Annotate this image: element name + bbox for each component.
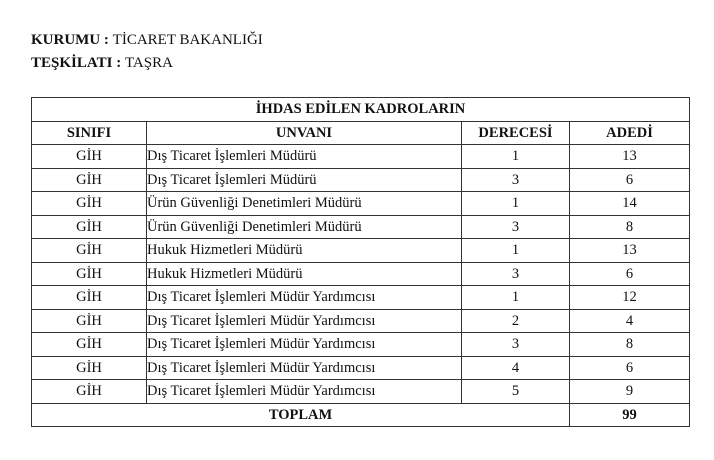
column-header-sinifi: SINIFI <box>32 121 147 145</box>
cell-derece: 1 <box>462 286 570 310</box>
kadro-table <box>31 97 690 427</box>
cell-adet: 12 <box>570 286 690 310</box>
teskilat-line <box>31 52 263 75</box>
cell-unvan: Dış Ticaret İşlemleri Müdür Yardımcısı <box>147 286 462 310</box>
cell-unvan: Dış Ticaret İşlemleri Müdür Yardımcısı <box>147 380 462 404</box>
cell-derece: 3 <box>462 215 570 239</box>
table-row <box>32 333 690 357</box>
cell-derece: 3 <box>462 168 570 192</box>
cell-adet: 6 <box>570 356 690 380</box>
table-row <box>32 262 690 286</box>
cell-derece: 1 <box>462 239 570 263</box>
teskilat-label: TEŞKİLATI <box>31 55 113 71</box>
cell-unvan: Dış Ticaret İşlemleri Müdürü <box>147 145 462 169</box>
cell-adet: 13 <box>570 145 690 169</box>
cell-adet: 8 <box>570 215 690 239</box>
cell-sinif: GİH <box>32 333 147 357</box>
kurum-value: TİCARET BAKANLIĞI <box>112 32 263 48</box>
table-row <box>32 380 690 404</box>
table-title-row <box>32 98 690 122</box>
cell-sinif: GİH <box>32 239 147 263</box>
cell-derece: 3 <box>462 262 570 286</box>
cell-sinif: GİH <box>32 168 147 192</box>
table-row <box>32 239 690 263</box>
cell-unvan: Ürün Güvenliği Denetimleri Müdürü <box>147 215 462 239</box>
cell-derece: 1 <box>462 145 570 169</box>
table-row <box>32 192 690 216</box>
cell-sinif: GİH <box>32 286 147 310</box>
cell-derece: 2 <box>462 309 570 333</box>
cell-unvan: Ürün Güvenliği Denetimleri Müdürü <box>147 192 462 216</box>
cell-adet: 6 <box>570 168 690 192</box>
table-row <box>32 215 690 239</box>
table-row <box>32 145 690 169</box>
cell-sinif: GİH <box>32 145 147 169</box>
table-row <box>32 309 690 333</box>
cell-sinif: GİH <box>32 262 147 286</box>
cell-adet: 6 <box>570 262 690 286</box>
cell-unvan: Dış Ticaret İşlemleri Müdür Yardımcısı <box>147 309 462 333</box>
cell-derece: 3 <box>462 333 570 357</box>
cell-derece: 4 <box>462 356 570 380</box>
cell-adet: 9 <box>570 380 690 404</box>
table-row <box>32 286 690 310</box>
total-row <box>32 403 690 427</box>
table-header-row <box>32 121 690 145</box>
cell-sinif: GİH <box>32 192 147 216</box>
kurum-line <box>31 29 263 52</box>
document-header <box>31 29 263 75</box>
column-header-unvani: UNVANI <box>147 121 462 145</box>
column-header-adedi: ADEDİ <box>570 121 690 145</box>
cell-sinif: GİH <box>32 380 147 404</box>
table-row <box>32 168 690 192</box>
kurum-label: KURUMU <box>31 32 101 48</box>
cell-unvan: Dış Ticaret İşlemleri Müdür Yardımcısı <box>147 333 462 357</box>
table-row <box>32 356 690 380</box>
cell-sinif: GİH <box>32 356 147 380</box>
teskilat-separator: : <box>112 55 125 71</box>
cell-sinif: GİH <box>32 309 147 333</box>
total-label: TOPLAM <box>32 403 570 427</box>
cell-adet: 8 <box>570 333 690 357</box>
teskilat-value: TAŞRA <box>124 55 173 71</box>
cell-derece: 5 <box>462 380 570 404</box>
cell-adet: 14 <box>570 192 690 216</box>
column-header-derecesi: DERECESİ <box>462 121 570 145</box>
table-title: İHDAS EDİLEN KADROLARIN <box>32 98 690 122</box>
total-value: 99 <box>570 403 690 427</box>
cell-sinif: GİH <box>32 215 147 239</box>
cell-adet: 4 <box>570 309 690 333</box>
cell-unvan: Dış Ticaret İşlemleri Müdür Yardımcısı <box>147 356 462 380</box>
cell-adet: 13 <box>570 239 690 263</box>
cell-unvan: Hukuk Hizmetleri Müdürü <box>147 262 462 286</box>
cell-unvan: Hukuk Hizmetleri Müdürü <box>147 239 462 263</box>
kurum-separator: : <box>100 32 113 48</box>
cell-derece: 1 <box>462 192 570 216</box>
cell-unvan: Dış Ticaret İşlemleri Müdürü <box>147 168 462 192</box>
